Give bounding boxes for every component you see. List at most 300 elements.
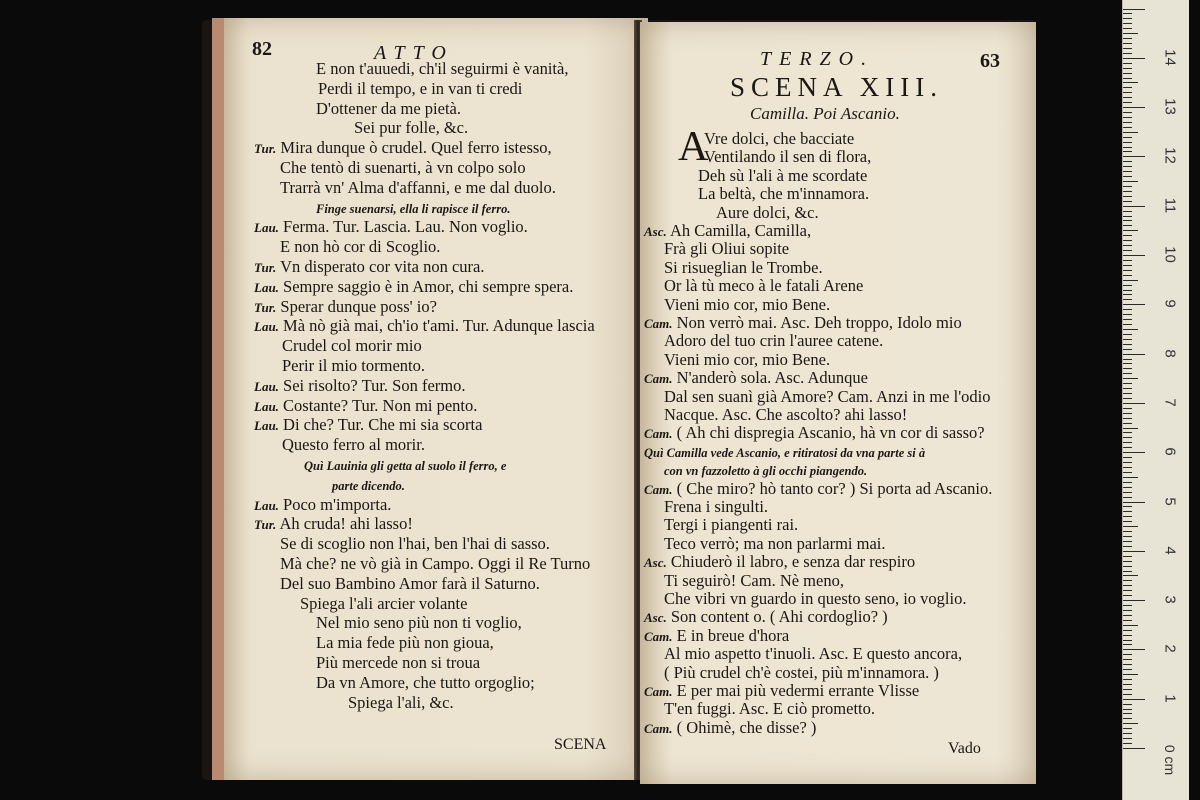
verse-text: T'en fuggi. Asc. E ciò prometto.	[664, 699, 876, 719]
stage-direction: Quì Lauinia gli getta al suolo il ferro, e	[304, 459, 507, 473]
ruler-tick	[1123, 181, 1138, 182]
ruler-tick	[1123, 383, 1132, 384]
ruler-tick	[1123, 206, 1145, 207]
ruler-tick	[1123, 566, 1132, 567]
ruler-tick	[1123, 156, 1145, 157]
ruler-tick	[1123, 33, 1138, 34]
ruler-tick	[1123, 127, 1132, 128]
ruler-tick	[1123, 132, 1138, 133]
ruler-tick	[1123, 630, 1132, 631]
text-line	[280, 238, 440, 256]
ruler-tick	[1123, 664, 1132, 665]
ruler-tick	[1123, 738, 1132, 739]
text-line	[254, 397, 477, 416]
ruler-tick	[1123, 349, 1132, 350]
ruler-tick	[1123, 620, 1132, 621]
ruler-tick	[1123, 457, 1132, 458]
speaker-label: Asc.	[644, 555, 667, 571]
ruler-tick	[1123, 48, 1132, 49]
ruler-tick	[1123, 344, 1132, 345]
ruler-number: 3	[1161, 595, 1179, 604]
text-line	[644, 682, 919, 701]
ruler-tick	[1123, 260, 1132, 261]
ruler-tick	[1123, 255, 1145, 256]
speaker-label: Lau.	[254, 418, 279, 434]
text-line	[664, 351, 830, 369]
ruler-tick	[1123, 117, 1132, 118]
ruler-tick	[1123, 408, 1132, 409]
ruler-tick	[1123, 378, 1138, 379]
ruler-tick	[1123, 216, 1132, 217]
verse-text: La beltà, che m'innamora.	[698, 184, 870, 204]
verse-text: Crudel col morir mio	[282, 336, 422, 356]
verse-text: Che vibri vn guardo in questo seno, io voglio.	[664, 589, 967, 608]
text-line	[664, 277, 863, 295]
text-line	[664, 240, 789, 258]
ruler-tick	[1123, 748, 1145, 749]
verse-text: ( Ah chi dispregia Ascanio, hà vn cor di sasso?	[676, 423, 985, 443]
verse-text: Spiega l'ali, &c.	[348, 692, 454, 712]
ruler-tick	[1123, 151, 1132, 152]
text-line	[644, 480, 992, 499]
ruler-tick	[1123, 97, 1132, 98]
verse-text: Vre dolci, che bacciate	[704, 129, 855, 148]
ruler-tick	[1123, 112, 1132, 113]
verse-text: Vieni mio cor, mio Bene.	[664, 294, 831, 314]
text-line	[254, 218, 528, 237]
ruler-tick	[1123, 575, 1138, 576]
verse-text: ( Più crudel ch'è costei, più m'innamora. )	[664, 662, 939, 682]
ruler-tick	[1123, 635, 1132, 636]
verse-text: Chiuderò il labro, e senza dar respiro	[670, 552, 916, 572]
verse-text: E per mai più vedermi errante Vlisse	[676, 681, 920, 700]
ruler-tick	[1123, 447, 1132, 448]
ruler-tick	[1123, 428, 1138, 429]
verse-text: Del suo Bambino Amor farà il Saturno.	[280, 573, 540, 593]
ruler-tick	[1123, 640, 1132, 641]
ruler-tick	[1123, 171, 1132, 172]
ruler-number: 14	[1161, 48, 1179, 66]
ruler-tick	[1123, 225, 1132, 226]
ruler-tick	[1123, 561, 1132, 562]
ruler-number: 11	[1161, 197, 1179, 213]
text-line	[316, 614, 522, 632]
speaker-label: Lau.	[254, 319, 279, 335]
verse-text: Si risueglian le Trombe.	[664, 257, 823, 277]
ruler-tick	[1123, 63, 1132, 64]
ruler-tick	[1123, 531, 1132, 532]
verse-text: Frena i singulti.	[664, 497, 769, 516]
ruler-tick	[1123, 610, 1132, 611]
speaker-label: Lau.	[254, 497, 279, 513]
speaker-label: Tur.	[254, 299, 277, 315]
ruler-tick	[1123, 679, 1132, 680]
ruler-tick	[1123, 265, 1132, 266]
text-line	[280, 555, 590, 573]
ruler-tick	[1123, 270, 1132, 271]
text-line	[716, 204, 819, 222]
left-running-head: ATTO	[374, 42, 454, 64]
ruler-tick	[1123, 339, 1132, 340]
ruler-tick	[1123, 551, 1145, 552]
text-line	[698, 167, 867, 185]
right-page-number: 63	[980, 50, 1000, 72]
ruler-tick	[1123, 684, 1132, 685]
ruler-tick	[1123, 211, 1132, 212]
text-line	[704, 148, 871, 166]
ruler-tick	[1123, 324, 1132, 325]
ruler-tick	[1123, 625, 1138, 626]
scene-persons: Camilla. Poi Ascanio.	[750, 104, 900, 123]
ruler-tick	[1123, 102, 1132, 103]
ruler-tick	[1123, 492, 1132, 493]
ruler-tick	[1123, 78, 1132, 79]
ruler-tick	[1123, 467, 1132, 468]
verse-text: Vn disperato cor vita non cura.	[280, 257, 485, 276]
speaker-label: Lau.	[254, 378, 279, 394]
ruler-tick	[1123, 166, 1132, 167]
ruler-tick	[1123, 743, 1132, 744]
ruler-tick	[1123, 659, 1132, 660]
text-line	[644, 424, 985, 443]
verse-text: Ah Camilla, Camilla,	[669, 221, 812, 240]
text-line	[254, 317, 595, 336]
ruler-tick	[1123, 398, 1132, 399]
ruler-tick	[1123, 319, 1132, 320]
text-line	[254, 139, 552, 158]
verse-text: N'anderò sola. Asc. Adunque	[676, 368, 868, 388]
ruler-tick	[1123, 53, 1132, 54]
text-line	[316, 100, 461, 118]
ruler-tick	[1123, 388, 1132, 389]
ruler-tick	[1123, 122, 1132, 123]
open-book	[198, 10, 1038, 780]
text-line	[644, 719, 816, 738]
ruler-tick	[1123, 142, 1132, 143]
verse-text: Deh sù l'ali à me scordate	[698, 165, 868, 185]
stage-direction: con vn fazzoletto à gli occhi piangendo.	[664, 464, 868, 479]
stage-direction: Quì Camilla vede Ascanio, e ritiratosi da vna parte si à	[644, 445, 926, 460]
ruler-tick	[1123, 137, 1132, 138]
ruler-tick	[1123, 516, 1132, 517]
text-line	[664, 590, 966, 608]
verse-text: E non hò cor di Scoglio.	[280, 237, 441, 257]
text-line	[664, 296, 830, 314]
ruler-tick	[1123, 373, 1132, 374]
ruler-number: 4	[1161, 546, 1179, 555]
ruler-tick	[1123, 590, 1132, 591]
ruler-tick	[1123, 418, 1132, 419]
ruler-tick	[1123, 294, 1132, 295]
ruler-tick	[1123, 201, 1132, 202]
verse-text: D'ottener da me pietà.	[316, 98, 461, 118]
ruler-tick	[1123, 536, 1132, 537]
ruler-tick	[1123, 220, 1132, 221]
text-line	[254, 278, 573, 297]
speaker-label: Tur.	[254, 517, 277, 533]
left-catchword: SCENA	[554, 736, 607, 753]
verse-text: Or là tù meco à le fatali Arene	[664, 276, 864, 296]
ruler-tick	[1123, 363, 1132, 364]
ruler-tick	[1123, 359, 1132, 360]
ruler-tick	[1123, 329, 1138, 330]
ruler-tick	[1123, 230, 1138, 231]
verse-text: Son content o. ( Ahi cordoglio? )	[670, 607, 888, 627]
verse-text: Ti seguirò! Cam. Nè meno,	[664, 570, 844, 590]
text-line	[282, 337, 422, 355]
verse-text: Perir il mio tormento.	[282, 356, 425, 375]
verse-text: Questo ferro al morir.	[282, 435, 425, 455]
verse-text: Mà che? ne vò già in Campo. Oggi il Re Turno	[280, 554, 591, 573]
verse-text: Non verrò mai. Asc. Deh troppo, Idolo mio	[676, 313, 962, 332]
verse-text: Poco m'importa.	[283, 494, 392, 514]
speaker-label: Asc.	[644, 610, 667, 626]
verse-text: E non t'auuedi, ch'il seguirmi è vanità,	[316, 59, 569, 78]
verse-text: Ventilando il sen di flora,	[704, 147, 872, 167]
ruler-tick	[1123, 196, 1132, 197]
text-line	[316, 60, 568, 78]
ruler-tick	[1123, 733, 1132, 734]
text-line	[254, 258, 484, 277]
verse-text: Costante? Tur. Non mi pento.	[283, 395, 478, 415]
text-line	[280, 575, 540, 593]
ruler-tick	[1123, 161, 1132, 162]
text-line	[664, 406, 907, 424]
text-line	[300, 595, 467, 613]
verse-text: Ferma. Tur. Lascia. Lau. Non voglio.	[283, 217, 528, 237]
ruler-tick	[1123, 674, 1138, 675]
verse-text: Ah cruda! ahi lasso!	[279, 514, 413, 534]
ruler-tick	[1123, 669, 1132, 670]
ruler-tick	[1123, 245, 1132, 246]
ruler-tick	[1123, 704, 1132, 705]
text-line	[316, 634, 494, 652]
ruler-tick	[1123, 497, 1132, 498]
ruler-number: 2	[1161, 644, 1179, 654]
verse-text: Dal sen suanì già Amore? Cam. Anzi in me l'odio	[664, 386, 991, 406]
ruler-tick	[1123, 728, 1132, 729]
ruler-tick	[1123, 58, 1145, 59]
ruler-tick	[1123, 9, 1145, 10]
ruler-tick	[1123, 82, 1138, 83]
ruler-tick	[1123, 644, 1132, 645]
ruler-tick	[1123, 250, 1132, 251]
text-line	[254, 377, 465, 396]
ruler-tick	[1123, 649, 1145, 650]
text-line	[664, 572, 844, 590]
text-line	[254, 515, 413, 534]
ruler-tick	[1123, 403, 1145, 404]
ruler-tick	[1123, 73, 1132, 74]
speaker-label: Tur.	[254, 141, 277, 157]
text-line	[644, 553, 915, 572]
text-line	[316, 654, 480, 672]
ruler-tick	[1123, 240, 1132, 241]
ruler-tick	[1123, 393, 1132, 394]
ruler-tick	[1123, 477, 1138, 478]
text-line	[280, 179, 556, 197]
ruler-tick	[1123, 191, 1132, 192]
verse-text: Mira dunque ò crudel. Quel ferro istesso,	[280, 138, 552, 158]
left-page-number: 82	[252, 38, 272, 60]
ruler-unit-label: 0 cm	[1162, 744, 1178, 776]
ruler-tick	[1123, 235, 1132, 236]
ruler-tick	[1123, 502, 1145, 503]
verse-text: ( Ohimè, che disse? )	[676, 717, 817, 737]
text-line	[664, 498, 768, 516]
ruler-tick	[1123, 334, 1132, 335]
verse-text: Di che? Tur. Che mi sia scorta	[283, 415, 483, 435]
ruler-number: 12	[1161, 147, 1179, 165]
verse-text: Sempre saggio è in Amor, chi sempre spera.	[283, 276, 574, 296]
ruler-tick	[1123, 368, 1132, 369]
ruler-tick	[1123, 718, 1132, 719]
ruler-tick	[1123, 309, 1132, 310]
text-line	[664, 516, 798, 534]
ruler-tick	[1123, 413, 1132, 414]
ruler-tick	[1123, 87, 1132, 88]
verse-text: Tergi i piangenti rai.	[664, 515, 799, 535]
speaker-label: Cam.	[644, 481, 673, 497]
stage-direction: Finge suenarsi, ella li rapisce il ferro.	[316, 201, 511, 216]
ruler-tick	[1123, 18, 1132, 19]
verse-text: E in breue d'hora	[676, 625, 790, 645]
text-line	[644, 608, 888, 627]
right-page	[640, 22, 1036, 784]
ruler-number: 1	[1161, 694, 1179, 703]
ruler-tick	[1123, 487, 1132, 488]
text-line	[644, 314, 962, 333]
verse-text: Aure dolci, &c.	[716, 202, 819, 222]
verse-text: Frà gli Oliui sopite	[664, 239, 790, 259]
ruler-tick	[1123, 423, 1132, 424]
verse-text: Trarrà vn' Alma d'affanni, e me dal duolo.	[280, 177, 556, 197]
ruler-tick	[1123, 452, 1145, 453]
ruler-tick	[1123, 694, 1132, 695]
ruler-tick	[1123, 186, 1132, 187]
ruler-tick	[1123, 723, 1138, 724]
ruler-number: 9	[1161, 299, 1179, 308]
ruler-tick	[1123, 472, 1132, 473]
speaker-label: Cam.	[644, 628, 673, 644]
ruler-tick	[1123, 92, 1132, 93]
stage-direction: parte dicendo.	[332, 478, 405, 493]
verse-text: Perdi il tempo, e in van ti credi	[318, 78, 523, 98]
speaker-label: Cam.	[644, 684, 673, 699]
speaker-label: Tur.	[254, 260, 277, 275]
ruler-tick	[1123, 43, 1132, 44]
ruler-tick	[1123, 68, 1132, 69]
verse-text: ( Che miro? hò tanto cor? ) Si porta ad Ascanio.	[676, 478, 993, 498]
text-line	[664, 461, 867, 480]
ruler-number: 5	[1161, 496, 1179, 506]
ruler-tick	[1123, 521, 1132, 522]
ruler-tick	[1123, 506, 1132, 507]
verse-text: Più mercede non si troua	[316, 653, 481, 672]
text-line	[644, 443, 925, 462]
text-line	[664, 645, 962, 663]
ruler-tick	[1123, 526, 1138, 527]
ruler-tick	[1123, 437, 1132, 438]
ruler-tick	[1123, 38, 1132, 39]
speaker-label: Cam.	[644, 426, 673, 442]
right-catchword: Vado	[948, 740, 981, 757]
verse-text: Nacque. Asc. Che ascolto? ahi lasso!	[664, 405, 908, 424]
text-line	[664, 259, 823, 277]
ruler-tick	[1123, 285, 1132, 286]
ruler-number: 13	[1161, 98, 1179, 115]
verse-text: Mà nò già mai, ch'io t'ami. Tur. Adunque lascia	[283, 316, 595, 336]
ruler-tick	[1123, 304, 1145, 305]
text-line	[282, 357, 425, 375]
speaker-label: Asc.	[644, 224, 667, 239]
text-line	[316, 674, 535, 692]
verse-text: Teco verrò; ma non parlarmi mai.	[664, 533, 886, 553]
ruler-tick	[1123, 571, 1132, 572]
ruler-tick	[1123, 699, 1145, 700]
text-line	[316, 199, 510, 218]
ruler-tick	[1123, 689, 1132, 690]
ruler-tick	[1123, 290, 1132, 291]
ruler-tick	[1123, 585, 1132, 586]
verse-text: Che tentò di suenarti, à vn colpo solo	[280, 158, 526, 177]
ruler-tick	[1123, 654, 1132, 655]
text-line	[644, 369, 868, 388]
text-line	[664, 700, 875, 718]
ruler-tick	[1123, 28, 1132, 29]
text-line	[254, 496, 391, 515]
verse-text: Sei risolto? Tur. Son fermo.	[283, 375, 466, 395]
text-line	[318, 80, 522, 98]
ruler-tick	[1123, 709, 1132, 710]
verse-text: Spiega l'ali arcier volante	[300, 593, 468, 613]
verse-text: Da vn Amore, che tutto orgoglio;	[316, 672, 535, 692]
speaker-label: Lau.	[254, 279, 279, 295]
ruler-tick	[1123, 275, 1132, 276]
ruler-tick	[1123, 546, 1132, 547]
speaker-label: Lau.	[254, 398, 279, 414]
text-line	[282, 436, 425, 454]
ruler-tick	[1123, 580, 1132, 581]
speaker-label: Lau.	[254, 220, 279, 236]
scene-title: SCENA XIII.	[730, 72, 943, 102]
verse-text: La mia fede più non gioua,	[316, 633, 494, 653]
ruler-tick	[1123, 23, 1132, 24]
ruler-number: 8	[1161, 348, 1179, 358]
ruler-tick	[1123, 280, 1138, 281]
ruler-tick	[1123, 147, 1132, 148]
text-line	[354, 119, 468, 137]
left-page	[212, 18, 648, 780]
ruler-tick	[1123, 605, 1132, 606]
speaker-label: Cam.	[644, 371, 673, 387]
ruler-tick	[1123, 600, 1145, 601]
text-line	[664, 332, 883, 350]
ruler-number: 7	[1161, 398, 1179, 407]
drop-cap: A	[678, 124, 709, 170]
text-line	[254, 298, 437, 317]
text-line	[280, 159, 526, 177]
verse-text: Al mio aspetto t'inuoli. Asc. E questo ancora,	[664, 644, 963, 664]
ruler-tick	[1123, 713, 1132, 714]
ruler-tick	[1123, 107, 1145, 108]
ruler-tick	[1123, 354, 1145, 355]
text-line	[698, 185, 869, 203]
ruler-tick	[1123, 595, 1132, 596]
text-line	[664, 388, 991, 406]
text-line	[664, 535, 886, 553]
measuring-ruler	[1122, 0, 1189, 800]
